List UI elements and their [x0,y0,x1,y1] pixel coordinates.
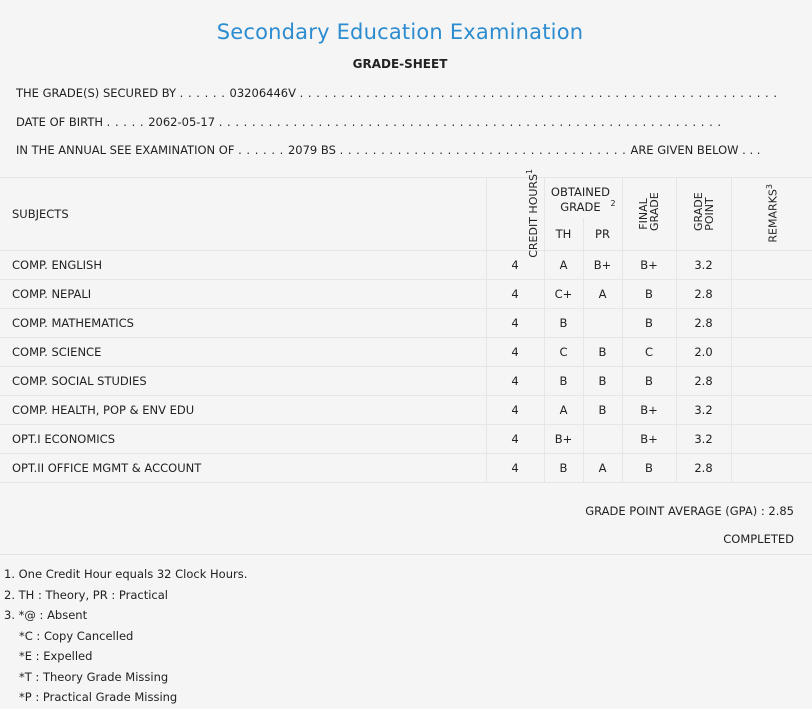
subject-cell: OPT.II OFFICE MGMT & ACCOUNT [0,454,486,483]
credit-cell: 4 [486,367,544,396]
remarks-cell [731,454,812,483]
dob-label: DATE OF BIRTH [16,115,104,129]
grade-point-cell: 2.8 [676,280,731,309]
page-title: Secondary Education Examination [216,20,584,44]
th-grade-cell: A [544,396,583,425]
dob-value: 2062-05-17 [148,115,216,129]
pr-grade-cell [583,309,622,338]
subject-cell: COMP. NEPALI [0,280,486,309]
grade-point-cell: 3.2 [676,396,731,425]
exam-suffix: ARE GIVEN BELOW . . . [630,143,761,157]
credit-cell: 4 [486,280,544,309]
table-row [0,251,812,280]
grade-point-cell: 2.0 [676,338,731,367]
table-row [0,396,812,425]
pr-grade-cell: A [583,454,622,483]
credit-cell: 4 [486,309,544,338]
footnote-3-practical-missing: *P : Practical Grade Missing [19,690,178,704]
credit-cell: 4 [486,425,544,454]
header-final-grade: FINAL GRADE [622,178,676,251]
final-grade-cell: B+ [622,425,676,454]
footnote-1: 1. One Credit Hour equals 32 Clock Hours. [4,567,248,581]
page-subtitle: GRADE-SHEET [352,57,448,71]
header-credit-hours: CREDIT HOURS$^1$ [486,178,544,251]
table-row [0,454,812,483]
pr-grade-cell: B [583,367,622,396]
final-grade-cell: B [622,454,676,483]
table-row [0,280,812,309]
remarks-cell [731,309,812,338]
th-grade-cell: B+ [544,425,583,454]
footnote-3-theory-missing: *T : Theory Grade Missing [19,669,169,684]
divider [0,554,812,555]
credit-cell: 4 [486,338,544,367]
footnote-3-expelled: *E : Expelled [19,649,93,663]
subject-cell: COMP. SOCIAL STUDIES [0,367,486,396]
final-grade-cell: B+ [622,396,676,425]
grade-point-cell: 3.2 [676,425,731,454]
table-row [0,367,812,396]
final-grade-cell: B [622,367,676,396]
header-grade-point: GRADE POINT [676,178,731,251]
footnote-3: 3. *@ : Absent [4,608,88,622]
dob-line: DATE OF BIRTH . . . . . 2062-05-17 . . . . . . . . . . . . . . . . . . . . . . . . . . . . . . . . . . . . . . . . . . . . . . . . . . . . . . . . . . . . . [16,115,722,129]
remarks-cell [731,338,812,367]
exam-label: IN THE ANNUAL SEE EXAMINATION OF [16,143,235,157]
remarks-cell [731,396,812,425]
footnote-2: 2. TH : Theory, PR : Practical [4,587,168,602]
remarks-cell [731,280,812,309]
grade-point-cell: 2.8 [676,367,731,396]
credit-cell: 4 [486,454,544,483]
footnote-3-copy-cancelled: *C : Copy Cancelled [19,628,134,643]
table-row [0,309,812,338]
status-text: COMPLETED [723,532,794,546]
th-grade-cell: C [544,338,583,367]
remarks-cell [731,251,812,280]
grade-table [0,169,812,483]
header-obtained-grade: OBTAINED GRADE $^2$ [544,178,622,218]
exam-year: 2079 BS [287,143,336,157]
table-row [0,425,812,454]
header-th: TH [544,218,583,251]
th-grade-cell: B [544,454,583,483]
subject-cell: COMP. ENGLISH [0,251,486,280]
pr-grade-cell: B [583,396,622,425]
footnotes [4,564,247,708]
exam-line: IN THE ANNUAL SEE EXAMINATION OF . . . . . . 2079 BS . . . . . . . . . . . . . . . . . . . . . . . . . . . . . . . . . . . ARE GIVEN BELOW . . . [16,143,761,157]
subject-cell: OPT.I ECONOMICS [0,425,486,454]
header-row [0,178,812,218]
th-grade-cell: B [544,309,583,338]
pr-grade-cell: B [583,338,622,367]
pr-grade-cell: B+ [583,251,622,280]
th-grade-cell: C+ [544,280,583,309]
grade-point-cell: 2.8 [676,309,731,338]
th-grade-cell: A [544,251,583,280]
header-remarks: REMARKS$^3$ [731,178,812,251]
grade-point-cell: 3.2 [676,251,731,280]
symbol-number: 03206446V [229,86,296,100]
remarks-cell [731,425,812,454]
gpa-summary: GRADE POINT AVERAGE (GPA) : 2.85 [585,504,794,518]
table-row [0,338,812,367]
header-pr: PR [583,218,622,251]
final-grade-cell: B+ [622,251,676,280]
secured-by-label: THE GRADE(S) SECURED BY [16,86,177,100]
final-grade-cell: B [622,280,676,309]
credit-cell: 4 [486,251,544,280]
th-grade-cell: B [544,367,583,396]
remarks-cell [731,367,812,396]
subject-cell: COMP. MATHEMATICS [0,309,486,338]
pr-grade-cell: A [583,280,622,309]
subject-cell: COMP. SCIENCE [0,338,486,367]
header-subjects: SUBJECTS [0,178,486,251]
subject-cell: COMP. HEALTH, POP & ENV EDU [0,396,486,425]
secured-by-line: THE GRADE(S) SECURED BY . . . . . . 03206446V . . . . . . . . . . . . . . . . . . . . . . . . . . . . . . . . . . . . . . . . . . . . . . . . . . . . . . . . . . [16,86,778,100]
final-grade-cell: B [622,309,676,338]
pr-grade-cell [583,425,622,454]
final-grade-cell: C [622,338,676,367]
grade-point-cell: 2.8 [676,454,731,483]
credit-cell: 4 [486,396,544,425]
